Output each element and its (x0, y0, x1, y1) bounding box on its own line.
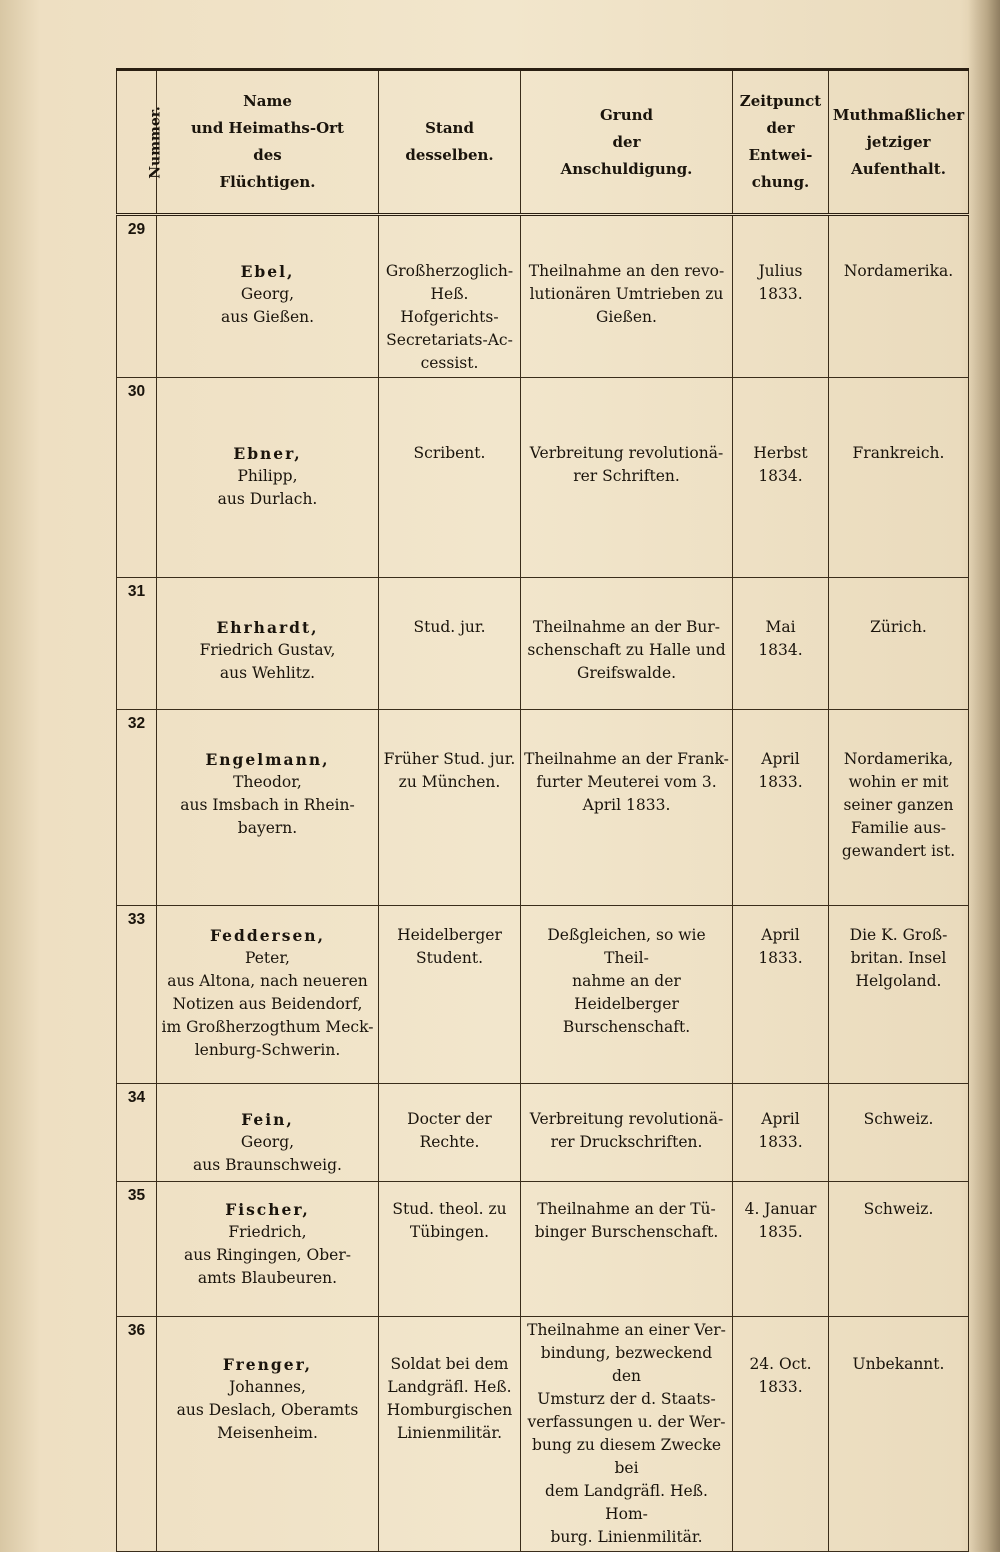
cell-line: 1834. (758, 467, 803, 485)
cell-line: Nordamerika. (843, 262, 954, 280)
stand-cell (379, 1317, 521, 1552)
table-row (117, 378, 969, 578)
cell-line: Theilnahme an der Frank- (524, 750, 729, 768)
cell-line: bindung, bezweckend den (540, 1344, 713, 1385)
cell-line: nahme an der Heidelberger (572, 972, 681, 1013)
cell-line: Heidelberger (397, 926, 502, 944)
fugitive-surname: Feddersen, (210, 926, 325, 945)
cell-line: Frankreich. (852, 444, 945, 462)
cell-line: April 1833. (582, 796, 671, 814)
row-number: 35 (117, 1182, 157, 1317)
cell-line: dem Landgräfl. Heß. Hom- (545, 1482, 708, 1523)
row-number: 32 (117, 710, 157, 906)
cell-line: Linienmilitär. (396, 1424, 503, 1442)
header-number (117, 70, 164, 215)
cell-line: Theodor, (233, 773, 302, 791)
header-aufenthalt (829, 70, 969, 215)
header-name-line: des (253, 146, 282, 164)
grund-cell (521, 1182, 733, 1317)
cell-line: Greifswalde. (576, 664, 677, 682)
header-grund-line: Grund (599, 105, 653, 124)
grund-cell (521, 215, 733, 378)
table-row (117, 215, 969, 378)
stand-cell (379, 215, 521, 378)
book-spine-shadow (968, 0, 1000, 1552)
row-number: 33 (117, 906, 157, 1084)
fugitive-name-cell (157, 578, 379, 710)
header-number-label: Nummer. (147, 106, 164, 179)
cell-line: 1833. (758, 1133, 803, 1151)
cell-line: Philipp, (237, 467, 298, 485)
fugitive-surname: Fein, (241, 1110, 294, 1129)
row-number: 29 (117, 215, 157, 378)
cell-line: aus Durlach. (217, 490, 318, 508)
cell-line: Stud. jur. (413, 618, 486, 636)
zeitpunct-cell (733, 710, 829, 906)
cell-line: aus Ringingen, Ober- (184, 1246, 351, 1264)
cell-line: Homburgischen (386, 1401, 513, 1419)
header-name-line: Name (243, 92, 292, 110)
row-number: 30 (117, 378, 157, 578)
fugitive-surname: Ebner, (233, 444, 302, 463)
header-aufenthalt-line: jetziger (866, 132, 931, 151)
zeitpunct-cell (733, 906, 829, 1084)
fugitive-surname: Ebel, (240, 262, 295, 281)
cell-line: April (761, 926, 800, 944)
cell-line: im Großherzogthum Meck- (161, 1018, 374, 1036)
cell-line: 4. Januar (744, 1200, 817, 1218)
stand-cell (379, 1182, 521, 1317)
cell-line: Student. (415, 949, 484, 967)
cell-line: wohin er mit (848, 773, 949, 791)
stand-cell (379, 578, 521, 710)
table-row (117, 1084, 969, 1182)
cell-line: Die K. Groß- (849, 926, 948, 944)
cell-line: Unbekannt. (852, 1355, 945, 1373)
cell-line: Theilnahme an den revo- (528, 262, 725, 280)
cell-line: lenburg-Schwerin. (194, 1041, 341, 1059)
cell-line: Soldat bei dem (390, 1355, 509, 1373)
header-name-line: Flüchtigen. (219, 173, 316, 191)
cell-line: gewandert ist. (841, 842, 956, 860)
fugitive-surname: Ehrhardt, (216, 618, 319, 637)
cell-line: rer Schriften. (573, 467, 680, 485)
cell-line: 1835. (758, 1223, 803, 1241)
cell-line: Heß. Hofgerichts- (400, 285, 499, 326)
header-row (117, 70, 969, 215)
cell-line: 1833. (758, 949, 803, 967)
aufenthalt-cell (829, 1182, 969, 1317)
cell-line: verfassungen u. der Wer- (527, 1413, 726, 1431)
cell-line: Notizen aus Beidendorf, (172, 995, 363, 1013)
header-grund (521, 70, 733, 215)
fugitives-register-table (116, 68, 969, 1552)
aufenthalt-cell (829, 378, 969, 578)
cell-line: Secretariats-Ac- (386, 331, 513, 349)
aufenthalt-cell (829, 1084, 969, 1182)
cell-line: furter Meuterei vom 3. (536, 773, 717, 791)
grund-cell (521, 578, 733, 710)
header-stand-label: Stand desselben. (405, 119, 494, 164)
header-aufenthalt-line: Muthmaßlicher (832, 105, 965, 124)
table-row (117, 710, 969, 906)
cell-line: aus Wehlitz. (219, 664, 316, 682)
grund-cell (521, 1084, 733, 1182)
cell-line: April (761, 750, 800, 768)
cell-line: Großherzoglich- (385, 262, 514, 280)
cell-line: rer Druckschriften. (550, 1133, 703, 1151)
fugitive-surname: Fischer, (225, 1200, 310, 1219)
zeitpunct-cell (733, 1084, 829, 1182)
cell-line: binger Burschenschaft. (534, 1223, 719, 1241)
cell-line: Docter der Rechte. (407, 1110, 492, 1151)
cell-line: Herbst (753, 444, 808, 462)
cell-line: Peter, (245, 949, 290, 967)
header-grund-line: Anschuldigung. (560, 159, 693, 178)
cell-line: aus Deslach, Oberamts (176, 1401, 359, 1419)
grund-cell (521, 710, 733, 906)
row-number: 34 (117, 1084, 157, 1182)
fugitive-name-cell (157, 378, 379, 578)
cell-line: burg. Linienmilitär. (550, 1528, 703, 1546)
cell-line: Stud. theol. zu (392, 1200, 507, 1218)
cell-line: Georg, (240, 285, 295, 303)
header-name (157, 70, 379, 215)
header-stand (379, 70, 521, 215)
header-zeit-line: der (766, 119, 795, 137)
aufenthalt-cell (829, 710, 969, 906)
cell-line: lutionären Umtrieben zu (529, 285, 724, 303)
cell-line: Gießen. (596, 308, 657, 326)
cell-line: Scribent. (413, 444, 486, 462)
register-body (117, 215, 969, 1552)
aufenthalt-cell (829, 578, 969, 710)
cell-line: 1833. (758, 773, 803, 791)
cell-line: zu München. (398, 773, 501, 791)
grund-cell (521, 906, 733, 1084)
cell-line: Helgoland. (855, 972, 942, 990)
zeitpunct-cell (733, 1182, 829, 1317)
aufenthalt-cell (829, 1317, 969, 1552)
cell-line: Georg, (240, 1133, 295, 1151)
cell-line: Friedrich, (228, 1223, 307, 1241)
cell-line: aus Gießen. (220, 308, 315, 326)
cell-line: schenschaft zu Halle und (527, 641, 726, 659)
cell-line: Zürich. (870, 618, 927, 636)
stand-cell (379, 1084, 521, 1182)
header-zeit-line: chung. (751, 173, 810, 191)
cell-line: Deßgleichen, so wie Theil- (547, 926, 706, 967)
zeitpunct-cell (733, 215, 829, 378)
table-row (117, 578, 969, 710)
cell-line: cessist. (420, 354, 479, 372)
zeitpunct-cell (733, 378, 829, 578)
fugitive-name-cell (157, 1182, 379, 1317)
cell-line: aus Braunschweig. (193, 1156, 342, 1174)
cell-line: Schweiz. (863, 1110, 934, 1128)
cell-line: Tübingen. (409, 1223, 490, 1241)
cell-line: 1833. (758, 1378, 803, 1396)
aufenthalt-cell (829, 215, 969, 378)
zeitpunct-cell (733, 578, 829, 710)
cell-line: Julius (758, 262, 803, 280)
row-number: 36 (117, 1317, 157, 1552)
cell-line: britan. Insel (850, 949, 947, 967)
row-number: 31 (117, 578, 157, 710)
header-zeitpunct (733, 70, 829, 215)
grund-cell (521, 378, 733, 578)
cell-line: 1833. (758, 285, 803, 303)
fugitive-surname: Engelmann, (205, 750, 330, 769)
aufenthalt-cell (829, 906, 969, 1084)
table-row (117, 906, 969, 1084)
fugitive-name-cell (157, 1084, 379, 1182)
table-row (117, 1317, 969, 1552)
cell-line: Mai (765, 618, 796, 636)
cell-line: Familie aus- (850, 819, 947, 837)
cell-line: Johannes, (229, 1378, 306, 1396)
fugitive-name-cell (157, 906, 379, 1084)
cell-line: aus Imsbach in Rhein- (180, 796, 355, 814)
header-name-line: und Heimaths-Ort (191, 119, 344, 137)
zeitpunct-cell (733, 1317, 829, 1552)
cell-line: 1834. (758, 641, 803, 659)
cell-line: Umsturz der d. Staats- (537, 1390, 716, 1408)
table-row (117, 1182, 969, 1317)
cell-line: Früher Stud. jur. (383, 750, 516, 768)
cell-line: Landgräfl. Heß. (387, 1378, 512, 1396)
cell-line: Burschenschaft. (562, 1018, 691, 1036)
cell-line: Friedrich Gustav, (199, 641, 336, 659)
cell-line: bung zu diesem Zwecke bei (531, 1436, 722, 1477)
cell-line: Verbreitung revolutionä- (529, 1110, 724, 1128)
stand-cell (379, 906, 521, 1084)
header-zeit-line: Zeitpunct (739, 92, 822, 110)
fugitive-name-cell (157, 710, 379, 906)
cell-line: Meisenheim. (217, 1424, 318, 1442)
stand-cell (379, 710, 521, 906)
cell-line: Theilnahme an einer Ver- (527, 1321, 726, 1339)
cell-line: bayern. (237, 819, 298, 837)
grund-cell (521, 1317, 733, 1552)
cell-line: April (761, 1110, 800, 1128)
header-aufenthalt-line: Aufenthalt. (851, 159, 946, 178)
cell-line: Theilnahme an der Bur- (532, 618, 720, 636)
fugitive-name-cell (157, 1317, 379, 1552)
header-zeit-line: Entwei- (748, 146, 813, 164)
cell-line: amts Blaubeuren. (197, 1269, 338, 1287)
fugitive-surname: Frenger, (222, 1355, 313, 1374)
header-grund-line: der (612, 132, 641, 151)
fugitive-name-cell (157, 215, 379, 378)
cell-line: Verbreitung revolutionä- (529, 444, 724, 462)
cell-line: 24. Oct. (749, 1355, 812, 1373)
cell-line: Nordamerika, (843, 750, 954, 768)
cell-line: Schweiz. (863, 1200, 934, 1218)
cell-line: aus Altona, nach neueren (167, 972, 368, 990)
cell-line: Theilnahme an der Tü- (537, 1200, 716, 1218)
cell-line: seiner ganzen (843, 796, 954, 814)
stand-cell (379, 378, 521, 578)
